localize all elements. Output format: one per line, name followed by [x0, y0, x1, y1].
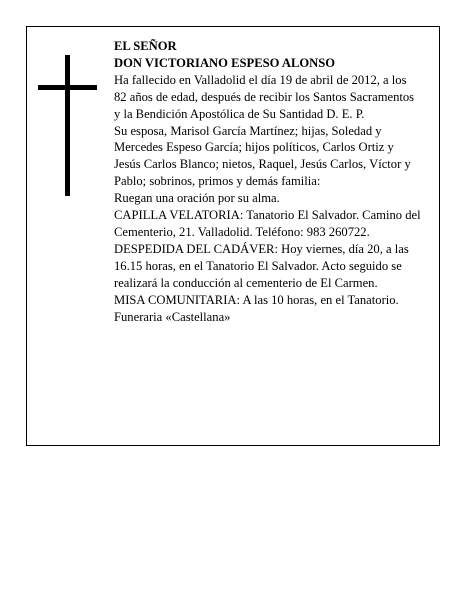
funeral-home: Funeraria «Castellana»: [114, 309, 231, 324]
chapel-info: CAPILLA VELATORIA: Tanatorio El Salvador. Camino del Cementerio, 21. Valladolid. Teléfono: 983 260722.: [114, 208, 421, 239]
death-announcement: Ha fallecido en Valladolid el día 19 de abril de 2012, a los 82 años de edad, después de recibir los Santos Sacramentos y la Bendición Apostólica de Su Santidad D. E. P.: [114, 72, 415, 121]
family-paragraph: Su esposa, Marisol García Martínez; hijas, Soledad y Mercedes Espeso García; hijos políticos, Carlos Ortiz y Jesús Carlos Blanco; nietos, Raquel, Jesús Carlos, Víctor y Pablo; sobrinos, primos y demás familia:: [114, 123, 411, 189]
cross-horizontal-bar: [38, 85, 97, 90]
notice-title-line1: EL SEÑOR: [114, 39, 177, 53]
obituary-text: [114, 38, 422, 325]
cross-vertical-bar: [65, 55, 70, 196]
deceased-name: DON VICTORIANO ESPESO ALONSO: [114, 55, 336, 70]
prayer-request: Ruegan una oración por su alma.: [114, 191, 280, 206]
mass-info: MISA COMUNITARIA: A las 10 horas, en el Tanatorio.: [114, 292, 399, 307]
farewell-info: DESPEDIDA DEL CADÁVER: Hoy viernes, día 20, a las 16.15 horas, en el Tanatorio El Salvador. Acto seguido se realizará la conducción al cementerio de El Carmen.: [114, 241, 409, 290]
